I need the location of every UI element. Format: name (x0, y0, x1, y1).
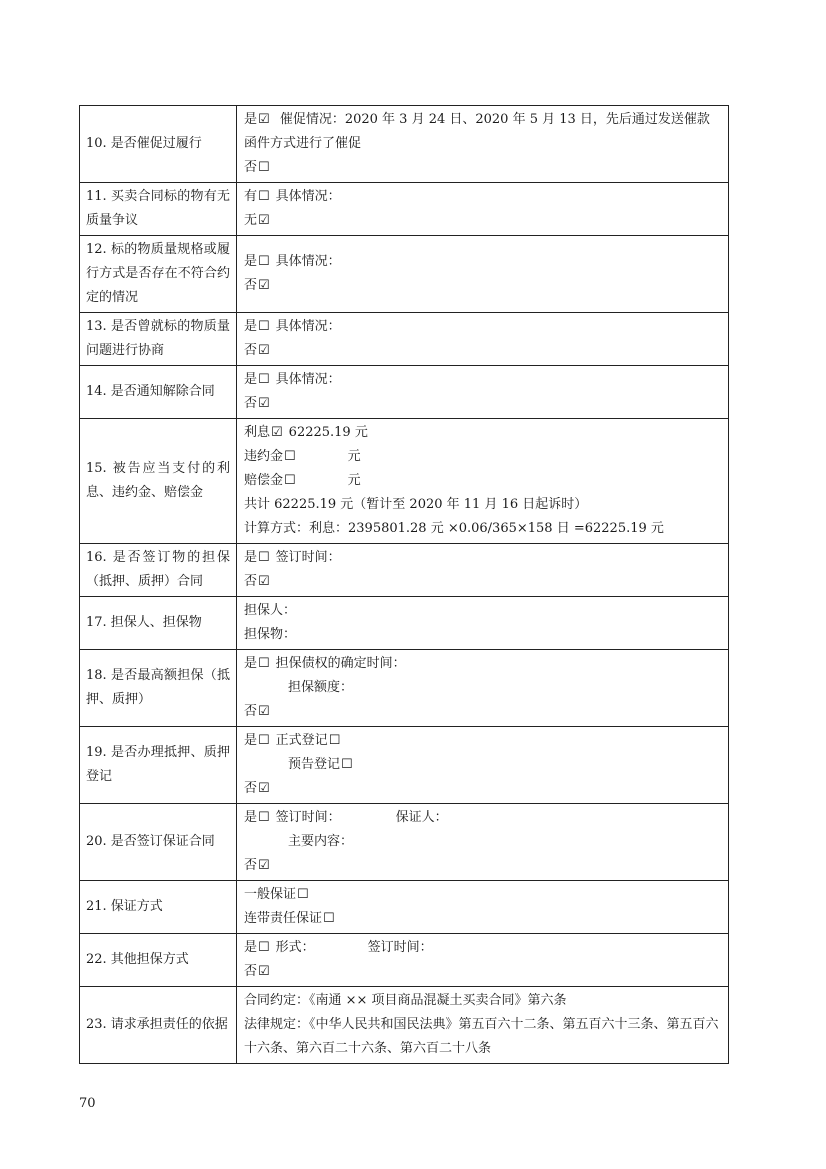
calc-text: 计算方式：利息：2395801.28 元 ×0.06/365×158 日 =62225.19 元 (244, 521, 664, 536)
checked-box-icon[interactable]: ☑ (258, 278, 270, 293)
row-16 (80, 544, 729, 597)
row-label: 13. 是否曾就标的物质量问题进行协商 (80, 313, 237, 366)
no-label: 否 (244, 160, 258, 175)
unchecked-box-icon[interactable]: ☐ (328, 733, 341, 748)
yes-label: 是 (244, 656, 258, 671)
checked-box-icon[interactable]: ☑ (258, 213, 270, 228)
yes-label: 是 (244, 254, 258, 269)
row-label: 21. 保证方式 (80, 881, 237, 934)
detail-amount: 担保额度： (288, 680, 354, 695)
unchecked-box-icon[interactable]: ☐ (258, 319, 270, 334)
no-label: 否 (244, 781, 258, 796)
row-label: 12. 标的物质量规格或履行方式是否存在不符合约定的情况 (80, 236, 237, 313)
pre-registration-label: 预告登记 (288, 757, 341, 772)
unchecked-box-icon[interactable]: ☐ (258, 550, 270, 565)
row-content (237, 106, 729, 183)
row-label: 14. 是否通知解除合同 (80, 366, 237, 419)
row-20 (80, 804, 729, 881)
row-content (237, 987, 729, 1064)
no-label: 否 (244, 396, 258, 411)
row-content (237, 419, 729, 544)
row-content (237, 366, 729, 419)
interest-amount: 62225.19 元 (288, 425, 368, 440)
unchecked-box-icon[interactable]: ☐ (258, 940, 270, 955)
formal-registration-label: 正式登记 (275, 733, 328, 748)
row-19 (80, 727, 729, 804)
checked-box-icon[interactable]: ☑ (258, 112, 270, 127)
unchecked-box-icon[interactable]: ☐ (258, 254, 270, 269)
case-info-table (79, 105, 729, 1064)
checked-box-icon[interactable]: ☑ (258, 781, 270, 796)
yes-label: 是 (244, 550, 258, 565)
row-label: 16. 是否签订物的担保（抵押、质押）合同 (80, 544, 237, 597)
row-label: 11. 买卖合同标的物有无质量争议 (80, 183, 237, 236)
unchecked-box-icon[interactable]: ☐ (258, 656, 270, 671)
penalty-label: 违约金 (244, 449, 284, 464)
checked-box-icon[interactable]: ☑ (258, 343, 270, 358)
row-content (237, 881, 729, 934)
row-label: 17. 担保人、担保物 (80, 597, 237, 650)
yes-label: 是 (244, 112, 258, 127)
joint-guarantee-label: 连带责任保证 (244, 911, 323, 926)
yes-label: 是 (244, 940, 258, 955)
row-content (237, 934, 729, 987)
contract-basis: 合同约定：《南通 ×× 项目商品混凝土买卖合同》第六条 (244, 993, 567, 1008)
general-guarantee-label: 一般保证 (244, 887, 297, 902)
row-content (237, 597, 729, 650)
unchecked-box-icon[interactable]: ☐ (258, 372, 270, 387)
unchecked-box-icon[interactable]: ☐ (258, 189, 270, 204)
checked-box-icon[interactable]: ☑ (258, 396, 270, 411)
sign-time-label: 签订时间： (275, 810, 341, 825)
yes-label: 是 (244, 733, 258, 748)
guarantor-label: 担保人： (244, 603, 297, 618)
unchecked-box-icon[interactable]: ☐ (341, 757, 353, 772)
unchecked-box-icon[interactable]: ☐ (284, 473, 296, 488)
no-label: 否 (244, 574, 258, 589)
checked-box-icon[interactable]: ☑ (258, 574, 270, 589)
detail-label: 签订时间： (275, 550, 341, 565)
row-label: 10. 是否催促过履行 (80, 106, 237, 183)
yes-label: 是 (244, 319, 258, 334)
none-label: 无 (244, 213, 258, 228)
guarantor-label: 保证人： (395, 810, 448, 825)
unchecked-box-icon[interactable]: ☐ (323, 911, 335, 926)
row-content (237, 313, 729, 366)
no-label: 否 (244, 704, 258, 719)
main-content-label: 主要内容： (288, 834, 354, 849)
unchecked-box-icon[interactable]: ☐ (258, 810, 270, 825)
row-15 (80, 419, 729, 544)
row-label: 23. 请求承担责任的依据 (80, 987, 237, 1064)
no-label: 否 (244, 858, 258, 873)
row-label: 18. 是否最高额担保（抵押、质押） (80, 650, 237, 727)
detail-label: 具体情况： (275, 189, 341, 204)
row-content (237, 544, 729, 597)
row-23 (80, 987, 729, 1064)
row-label: 20. 是否签订保证合同 (80, 804, 237, 881)
row-10 (80, 106, 729, 183)
row-label: 22. 其他担保方式 (80, 934, 237, 987)
row-22 (80, 934, 729, 987)
detail-confirm-time: 担保债权的确定时间： (275, 656, 406, 671)
sign-time-label: 签订时间： (367, 940, 433, 955)
yes-label: 是 (244, 372, 258, 387)
has-label: 有 (244, 189, 258, 204)
checked-box-icon[interactable]: ☑ (258, 704, 270, 719)
page-number: 70 (79, 1096, 96, 1111)
no-label: 否 (244, 343, 258, 358)
detail-label: 具体情况： (275, 319, 341, 334)
row-13 (80, 313, 729, 366)
row-11 (80, 183, 729, 236)
unchecked-box-icon[interactable]: ☐ (258, 160, 270, 175)
form-label: 形式： (275, 940, 315, 955)
interest-label: 利息 (244, 425, 271, 440)
yes-label: 是 (244, 810, 258, 825)
row-14 (80, 366, 729, 419)
collateral-label: 担保物： (244, 627, 297, 642)
row-21 (80, 881, 729, 934)
row-content (237, 727, 729, 804)
unchecked-box-icon[interactable]: ☐ (284, 449, 296, 464)
row-label: 19. 是否办理抵押、质押登记 (80, 727, 237, 804)
row-content (237, 236, 729, 313)
unchecked-box-icon[interactable]: ☐ (258, 733, 270, 748)
total-text: 共计 62225.19 元（暂计至 2020 年 11 月 16 日起诉时） (244, 497, 588, 512)
detail-label: 具体情况： (275, 372, 341, 387)
row-18 (80, 650, 729, 727)
compensation-unit: 元 (347, 473, 361, 488)
detail-label: 具体情况： (275, 254, 341, 269)
urge-detail: 催促情况：2020 年 3 月 24 日、2020 年 5 月 13 日，先后通过发送催款函件方式进行了催促 (244, 112, 710, 151)
row-content (237, 804, 729, 881)
checked-box-icon[interactable]: ☑ (258, 858, 270, 873)
no-label: 否 (244, 964, 258, 979)
unchecked-box-icon[interactable]: ☐ (297, 887, 309, 902)
row-content (237, 183, 729, 236)
law-basis: 法律规定：《中华人民共和国民法典》第五百六十二条、第五百六十三条、第五百六十六条、第六百二十六条、第六百二十八条 (244, 1017, 719, 1056)
row-12 (80, 236, 729, 313)
row-label: 15. 被告应当支付的利息、违约金、赔偿金 (80, 419, 237, 544)
compensation-label: 赔偿金 (244, 473, 284, 488)
row-17 (80, 597, 729, 650)
checked-box-icon[interactable]: ☑ (271, 425, 283, 440)
checked-box-icon[interactable]: ☑ (258, 964, 270, 979)
penalty-unit: 元 (347, 449, 361, 464)
no-label: 否 (244, 278, 258, 293)
row-content (237, 650, 729, 727)
